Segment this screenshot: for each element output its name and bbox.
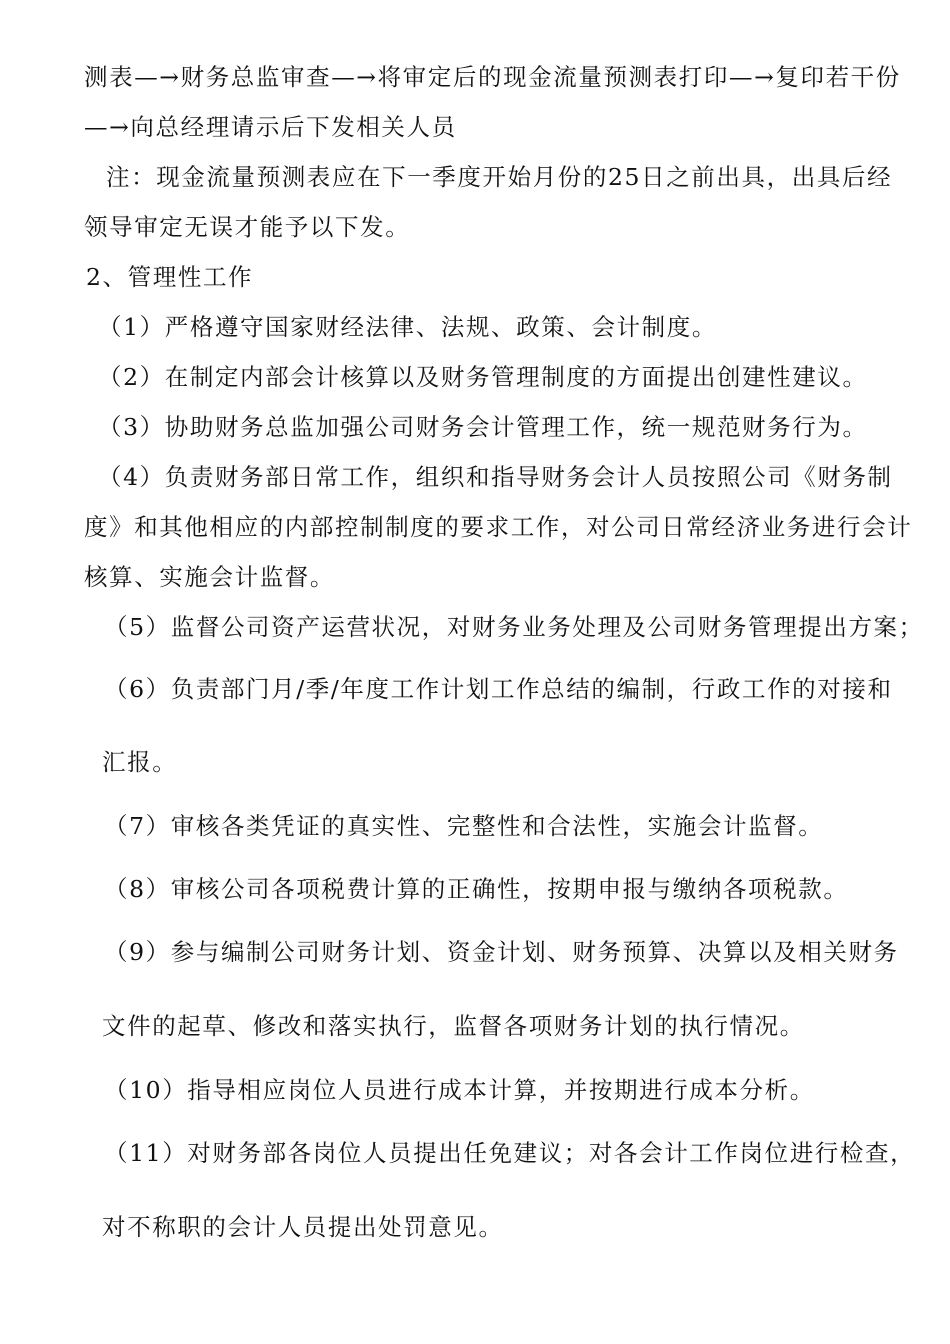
item-3-line-1: （3）协助财务总监加强公司财务会计管理工作，统一规范财务行为。 — [98, 413, 868, 441]
item-11-line-1: （11）对财务部各岗位人员提出任免建议；对各会计工作岗位进行检查， — [104, 1139, 916, 1167]
item-9-line-2: 文件的起草、修改和落实执行，监督各项财务计划的执行情况。 — [102, 1012, 805, 1040]
section-heading: 2、管理性工作 — [86, 263, 254, 291]
flow-line-2: —→向总经理请示后下发相关人员 — [84, 113, 457, 141]
item-7-line-1: （7）审核各类凭证的真实性、完整性和合法性，实施会计监督。 — [104, 812, 824, 840]
item-2-line-1: （2）在制定内部会计核算以及财务管理制度的方面提出创建性建议。 — [98, 363, 868, 391]
note-line-2: 领导审定无误才能予以下发。 — [84, 213, 411, 241]
item-8-line-1: （8）审核公司各项税费计算的正确性，按期申报与缴纳各项税款。 — [104, 875, 849, 903]
item-5-line-1: （5）监督公司资产运营状况，对财务业务处理及公司财务管理提出方案； — [104, 613, 924, 641]
item-9-line-1: （9）参与编制公司财务计划、资金计划、财务预算、决算以及相关财务 — [104, 938, 899, 966]
item-11-line-2: 对不称职的会计人员提出处罚意见。 — [102, 1213, 504, 1241]
item-10-line-1: （10）指导相应岗位人员进行成本计算，并按期进行成本分析。 — [104, 1076, 815, 1104]
note-line-1: 注：现金流量预测表应在下一季度开始月份的25日之前出具，出具后经 — [106, 163, 893, 191]
item-4-line-1: （4）负责财务部日常工作，组织和指导财务会计人员按照公司《财务制 — [98, 463, 893, 491]
item-1-line-1: （1）严格遵守国家财经法律、法规、政策、会计制度。 — [98, 313, 717, 341]
flow-line-1: 测表—→财务总监审查—→将审定后的现金流量预测表打印—→复印若干份 — [84, 63, 901, 91]
item-6-line-2: 汇报。 — [102, 748, 178, 776]
item-4-line-2: 度》和其他相应的内部控制制度的要求工作，对公司日常经济业务进行会计 — [84, 513, 913, 541]
item-4-line-3: 核算、实施会计监督。 — [84, 563, 335, 591]
item-6-line-1: （6）负责部门月/季/年度工作计划工作总结的编制，行政工作的对接和 — [104, 675, 893, 703]
